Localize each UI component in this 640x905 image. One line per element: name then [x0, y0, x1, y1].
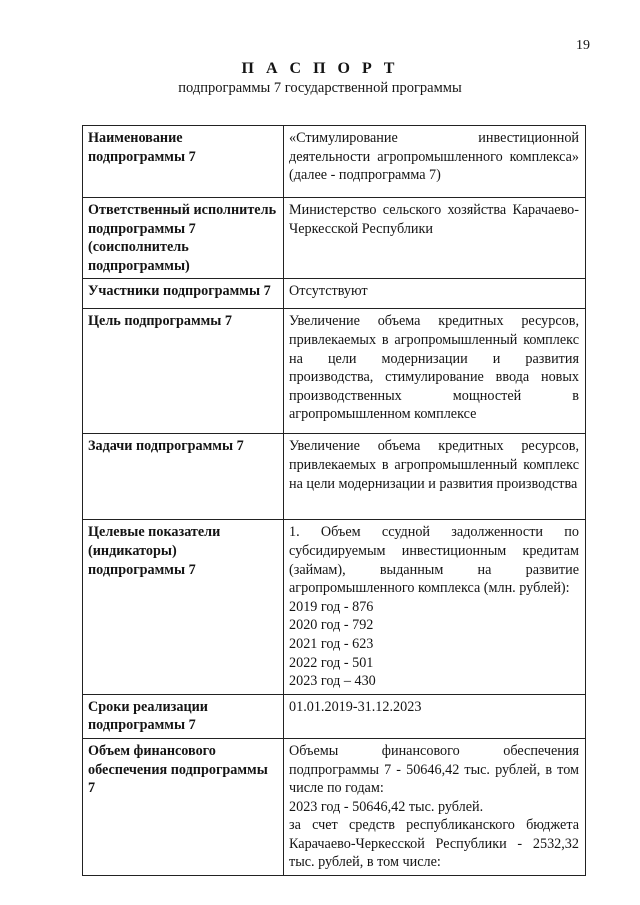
financing-year-line: 2023 год - 50646,42 тыс. рублей.: [289, 798, 484, 815]
indicator-year: 2021 год - 623: [289, 635, 374, 652]
row-label: Ответственный исполнитель подпрограммы 7 (соисполнитель подпрограммы): [83, 198, 284, 279]
indicator-year: 2022 год - 501: [289, 654, 374, 671]
row-label: Участники подпрограммы 7: [83, 279, 284, 309]
page-subtitle: подпрограммы 7 государственной программы: [178, 80, 462, 96]
financing-budget-line: за счет средств республиканского бюджета Карачаево-Черкесской Республики - 2532,32 тыс. рублей, в том числе:: [289, 817, 579, 871]
row-label: Сроки реализации подпрограммы 7: [83, 694, 284, 738]
row-value: [284, 738, 586, 875]
row-label: Задачи подпрограммы 7: [83, 434, 284, 520]
page-number: 19: [576, 38, 590, 53]
table-row-name: [83, 126, 586, 198]
table-row-executor: [83, 198, 586, 279]
financing-description: Объемы финансового обеспечения подпрограммы 7 - 50646,42 тыс. рублей, в том числе по годам:: [289, 742, 579, 797]
table-row-financing: [83, 738, 586, 875]
row-label: Цель подпрограммы 7: [83, 309, 284, 434]
indicator-year: 2023 год – 430: [289, 673, 376, 690]
indicator-year: 2020 год - 792: [289, 617, 374, 634]
row-value: 01.01.2019-31.12.2023: [284, 694, 586, 738]
row-value: [284, 520, 586, 694]
row-value: Отсутствуют: [284, 279, 586, 309]
row-value: Министерство сельского хозяйства Карачаево-Черкесской Республики: [284, 198, 586, 279]
row-label: Целевые показатели (индикаторы) подпрограммы 7: [83, 520, 284, 694]
indicator-description: 1. Объем ссудной задолженности по субсидируемым инвестиционным кредитам (займам), выданным на развитие агропромышленного комплекса (млн. рублей):: [289, 524, 579, 597]
indicator-year: 2019 год - 876: [289, 598, 374, 615]
row-value: Увеличение объема кредитных ресурсов, привлекаемых в агропромышленный комплекс на цели модернизации и развития производства, стимулирование ввода новых производственных мощностей в агропромышленном комплексе: [284, 309, 586, 434]
passport-table: [82, 125, 586, 876]
row-label: Объем финансового обеспечения подпрограммы 7: [83, 738, 284, 875]
table-row-goal: [83, 309, 586, 434]
table-row-participants: [83, 279, 586, 309]
row-value: «Стимулирование инвестиционной деятельности агропромышленного комплекса» (далее - подпрограмма 7): [284, 126, 586, 198]
table-row-period: [83, 694, 586, 738]
table-row-tasks: [83, 434, 586, 520]
page-title: П А С П О Р Т: [241, 60, 399, 77]
row-label: Наименование подпрограммы 7: [83, 126, 284, 198]
table-row-indicators: [83, 520, 586, 694]
row-value: Увеличение объема кредитных ресурсов, привлекаемых в агропромышленный комплекс на цели модернизации и развития производства: [284, 434, 586, 520]
